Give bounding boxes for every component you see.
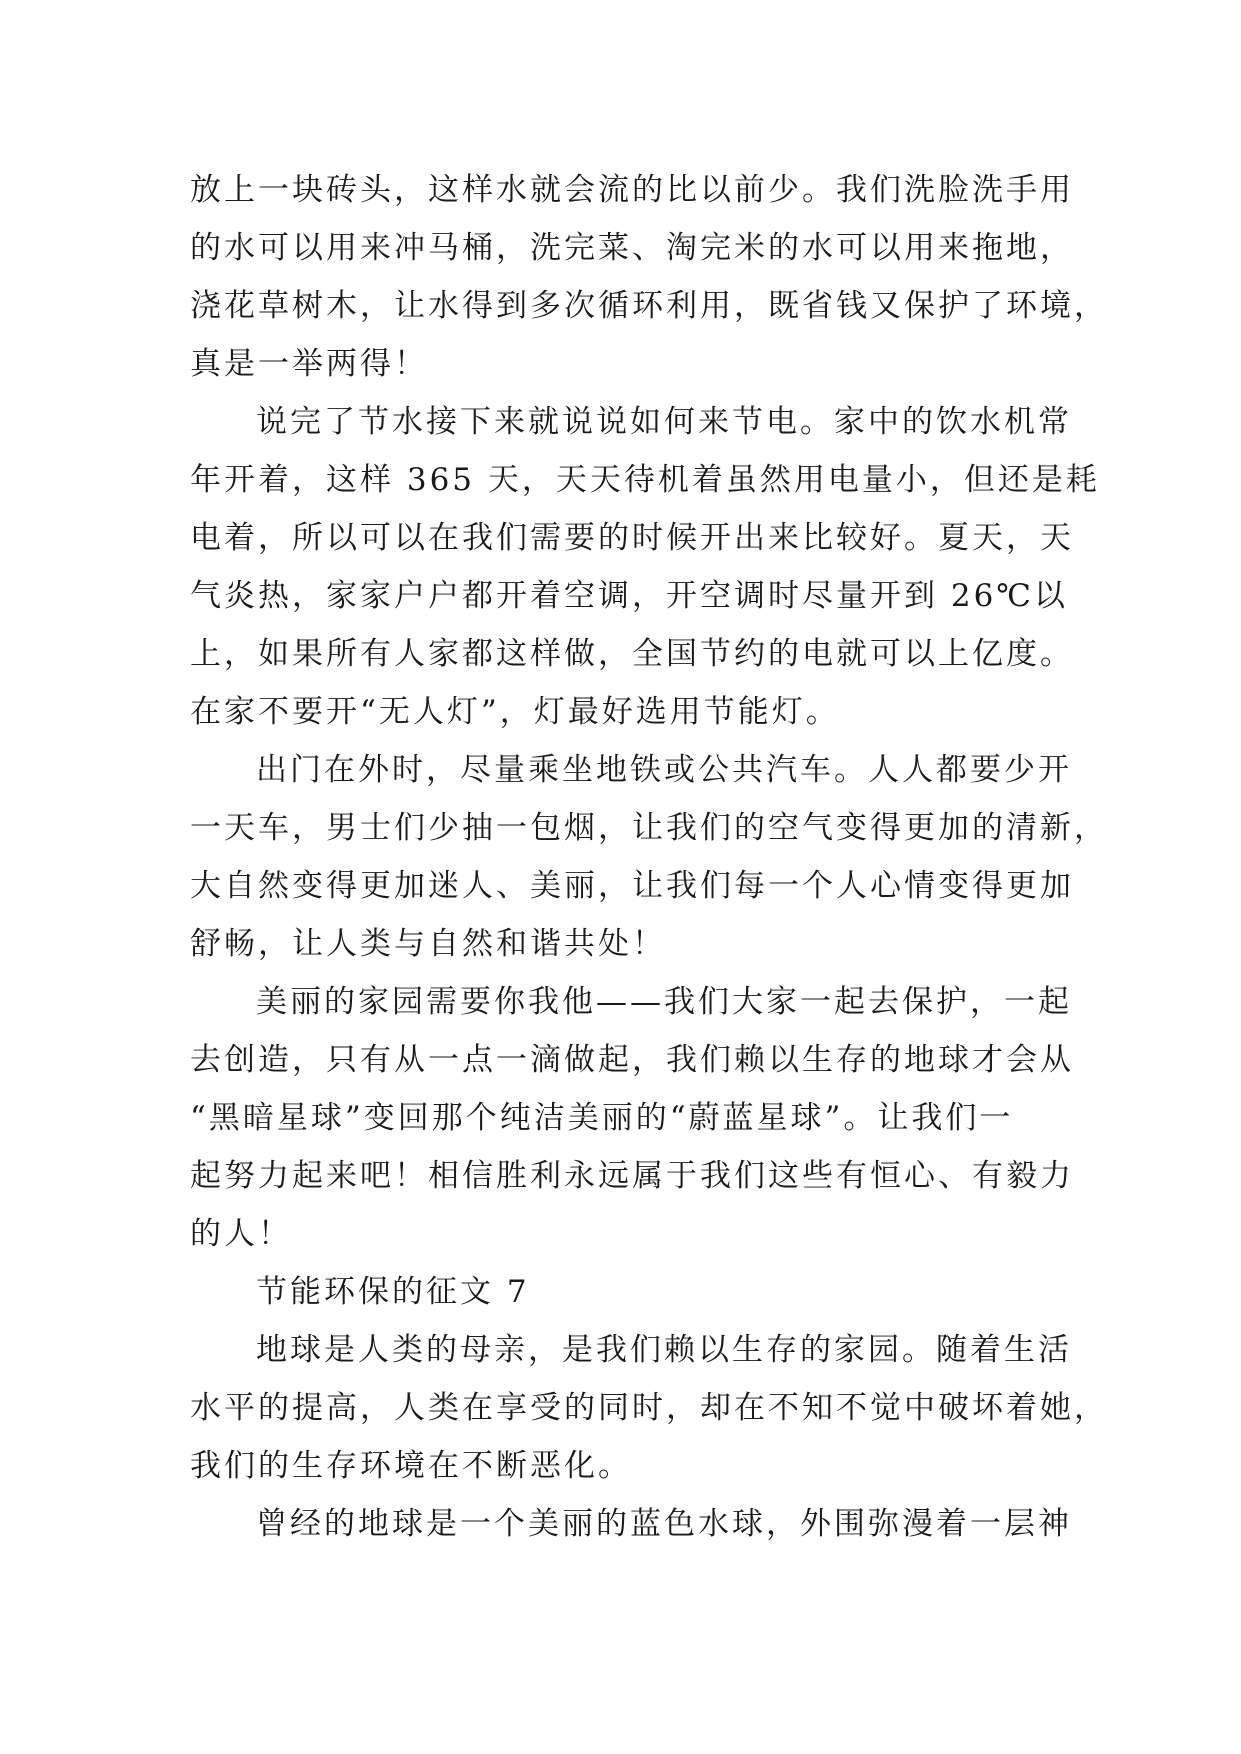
text-line: 年开着，这样 365 天，天天待机着虽然用电量小，但还是耗 bbox=[190, 462, 1100, 498]
paragraph-start-line: 曾经的地球是一个美丽的蓝色水球，外围弥漫着一层神 bbox=[256, 1506, 1072, 1542]
text-line: 我们的生存环境在不断恶化。 bbox=[190, 1448, 632, 1484]
section-heading: 节能环保的征文 7 bbox=[256, 1274, 530, 1310]
text-line: “黑暗星球”变回那个纯洁美丽的“蔚蓝星球”。让我们一 bbox=[190, 1100, 1014, 1136]
text-line: 的人！ bbox=[190, 1216, 292, 1252]
text-line: 大自然变得更加迷人、美丽，让我们每一个人心情变得更加 bbox=[190, 868, 1074, 904]
paragraph-start-line: 美丽的家园需要你我他——我们大家一起去保护，一起 bbox=[256, 984, 1072, 1020]
text-line: 电着，所以可以在我们需要的时候开出来比较好。夏天，天 bbox=[190, 520, 1074, 556]
text-line: 水平的提高，人类在享受的同时，却在不知不觉中破坏着她， bbox=[190, 1390, 1108, 1426]
text-line: 放上一块砖头，这样水就会流的比以前少。我们洗脸洗手用 bbox=[190, 172, 1074, 208]
text-line: 上，如果所有人家都这样做，全国节约的电就可以上亿度。 bbox=[190, 636, 1074, 672]
text-line: 在家不要开“无人灯”，灯最好选用节能灯。 bbox=[190, 694, 840, 730]
text-line: 去创造，只有从一点一滴做起，我们赖以生存的地球才会从 bbox=[190, 1042, 1074, 1078]
paragraph-start-line: 说完了节水接下来就说说如何来节电。家中的饮水机常 bbox=[256, 404, 1072, 440]
text-line: 舒畅，让人类与自然和谐共处！ bbox=[190, 926, 666, 962]
text-line: 一天车，男士们少抽一包烟，让我们的空气变得更加的清新， bbox=[190, 810, 1108, 846]
text-line: 真是一举两得！ bbox=[190, 346, 428, 382]
text-line: 浇花草树木，让水得到多次循环利用，既省钱又保护了环境， bbox=[190, 288, 1108, 324]
paragraph-start-line: 地球是人类的母亲，是我们赖以生存的家园。随着生活 bbox=[256, 1332, 1072, 1368]
paragraph-start-line: 出门在外时，尽量乘坐地铁或公共汽车。人人都要少开 bbox=[256, 752, 1072, 788]
text-line: 的水可以用来冲马桶，洗完菜、淘完米的水可以用来拖地， bbox=[190, 230, 1074, 266]
text-line: 气炎热，家家户户都开着空调，开空调时尽量开到 26℃以 bbox=[190, 578, 1068, 614]
text-line: 起努力起来吧！相信胜利永远属于我们这些有恒心、有毅力 bbox=[190, 1158, 1074, 1194]
